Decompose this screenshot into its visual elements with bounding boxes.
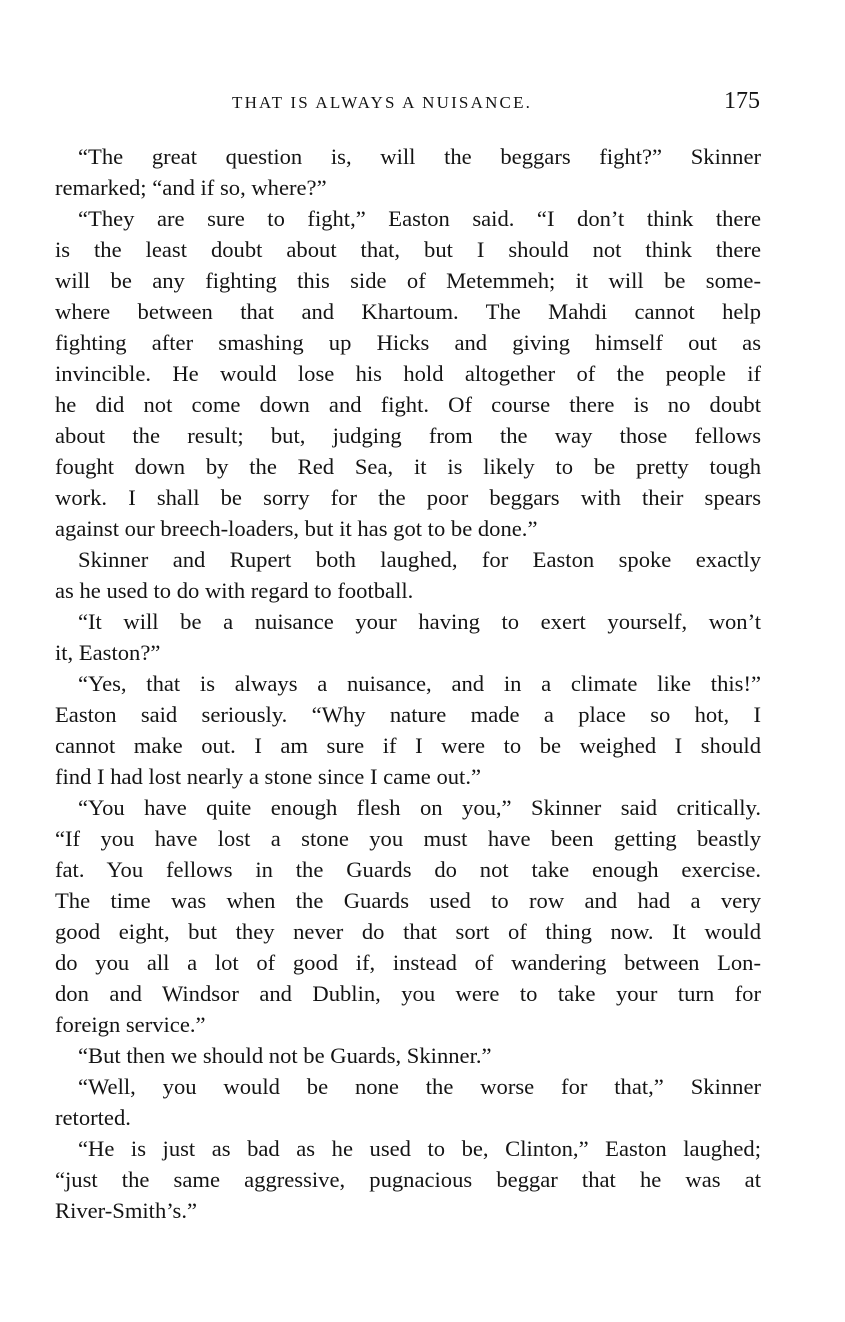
text-line: The time was when the Guards used to row and had a very — [55, 888, 761, 913]
text-line: Easton said seriously. “Why nature made a place so hot, I — [55, 702, 761, 727]
text-line: against our breech-loaders, but it has got to be done.” — [55, 516, 538, 541]
text-line: as he used to do with regard to football. — [55, 578, 414, 603]
text-line: fought down by the Red Sea, it is likely to be pretty tough — [55, 454, 761, 479]
body-text — [55, 141, 761, 1226]
text-line: “He is just as bad as he used to be, Clinton,” Easton laughed; — [78, 1136, 761, 1161]
text-line: about the result; but, judging from the way those fellows — [55, 423, 761, 448]
running-head: THAT IS ALWAYS A NUISANCE. — [232, 93, 533, 112]
text-line: work. I shall be sorry for the poor beggars with their spears — [55, 485, 761, 510]
text-line: “It will be a nuisance your having to exert yourself, won’t — [78, 609, 761, 634]
text-line: find I had lost nearly a stone since I came out.” — [55, 764, 481, 789]
page-number: 175 — [724, 88, 760, 114]
text-line: “Well, you would be none the worse for that,” Skinner — [78, 1074, 761, 1099]
text-line: “But then we should not be Guards, Skinner.” — [78, 1043, 492, 1068]
text-line: he did not come down and fight. Of course there is no doubt — [55, 392, 761, 417]
text-line: “Yes, that is always a nuisance, and in a climate like this!” — [78, 671, 761, 696]
text-line: don and Windsor and Dublin, you were to take your turn for — [55, 981, 761, 1006]
text-line: retorted. — [55, 1105, 131, 1130]
text-line: will be any fighting this side of Metemmeh; it will be some- — [55, 268, 761, 293]
text-line: remarked; “and if so, where?” — [55, 175, 327, 200]
text-line: fighting after smashing up Hicks and giving himself out as — [55, 330, 761, 355]
text-line: cannot make out. I am sure if I were to be weighed I should — [55, 733, 761, 758]
text-line: “If you have lost a stone you must have been getting beastly — [55, 826, 761, 851]
text-line: where between that and Khartoum. The Mahdi cannot help — [55, 299, 761, 324]
text-line: “The great question is, will the beggars fight?” Skinner — [78, 144, 761, 169]
text-line: “You have quite enough flesh on you,” Skinner said critically. — [78, 795, 761, 820]
text-line: foreign service.” — [55, 1012, 206, 1037]
text-line: “just the same aggressive, pugnacious beggar that he was at — [55, 1167, 761, 1192]
text-line: good eight, but they never do that sort of thing now. It would — [55, 919, 761, 944]
text-line: it, Easton?” — [55, 640, 161, 665]
text-line: fat. You fellows in the Guards do not take enough exercise. — [55, 857, 761, 882]
text-line: Skinner and Rupert both laughed, for Easton spoke exactly — [78, 547, 761, 572]
text-line: invincible. He would lose his hold altogether of the people if — [55, 361, 761, 386]
text-line: is the least doubt about that, but I should not think there — [55, 237, 761, 262]
text-line: “They are sure to fight,” Easton said. “I don’t think there — [78, 206, 761, 231]
text-line: do you all a lot of good if, instead of wandering between Lon- — [55, 950, 761, 975]
text-line: River-Smith’s.” — [55, 1198, 198, 1223]
